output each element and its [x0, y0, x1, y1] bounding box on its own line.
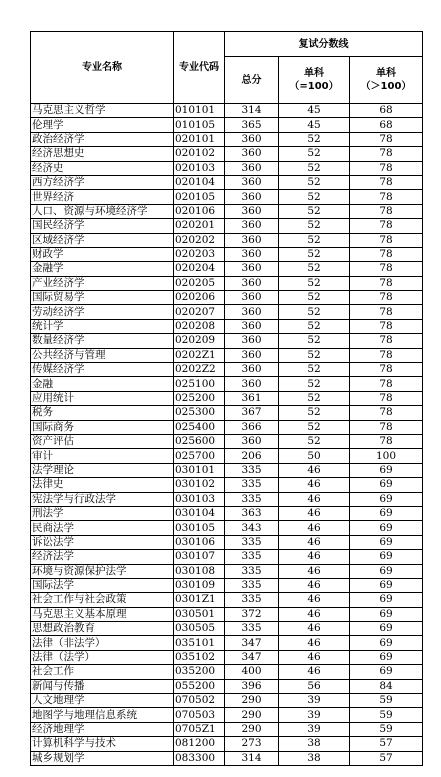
- single-gt100-cell: 69: [350, 622, 423, 636]
- single-eq100-cell: 46: [279, 578, 350, 592]
- table-row: [31, 104, 423, 118]
- table-row: [31, 233, 423, 247]
- major-name-cell: 法律（法学）: [31, 650, 174, 664]
- single-eq100-cell: 46: [279, 650, 350, 664]
- table-row: [31, 118, 423, 132]
- major-name-cell: 法律史: [31, 478, 174, 492]
- total-score-cell: 360: [225, 175, 279, 189]
- major-code-cell: 020101: [174, 132, 225, 146]
- single-eq100-cell: 38: [279, 751, 350, 765]
- total-score-cell: 335: [225, 478, 279, 492]
- major-name-cell: 经济思想史: [31, 147, 174, 161]
- major-code-cell: 030104: [174, 506, 225, 520]
- single-eq100-cell: 52: [279, 161, 350, 175]
- major-code-cell: 020202: [174, 233, 225, 247]
- header-single-gt100: [350, 57, 423, 104]
- major-name-cell: 思想政治教育: [31, 622, 174, 636]
- major-name-cell: 诉讼法学: [31, 535, 174, 549]
- major-code-cell: 0202Z2: [174, 363, 225, 377]
- header-single-gt100-text: 单科 （＞100）: [360, 68, 412, 92]
- total-score-cell: 335: [225, 550, 279, 564]
- single-gt100-cell: 57: [350, 751, 423, 765]
- major-name-cell: 国际贸易学: [31, 291, 174, 305]
- single-eq100-cell: 52: [279, 391, 350, 405]
- total-score-cell: 367: [225, 406, 279, 420]
- single-eq100-cell: 50: [279, 449, 350, 463]
- major-code-cell: 081200: [174, 737, 225, 751]
- single-eq100-cell: 52: [279, 204, 350, 218]
- total-score-cell: 335: [225, 463, 279, 477]
- major-code-cell: 030501: [174, 607, 225, 621]
- single-gt100-cell: 78: [350, 190, 423, 204]
- major-name-cell: 世界经济: [31, 190, 174, 204]
- major-code-cell: 025300: [174, 406, 225, 420]
- major-code-cell: 020206: [174, 291, 225, 305]
- major-name-cell: 新闻与传播: [31, 679, 174, 693]
- major-name-cell: 产业经济学: [31, 276, 174, 290]
- single-eq100-cell: 46: [279, 607, 350, 621]
- total-score-cell: 347: [225, 650, 279, 664]
- single-gt100-cell: 84: [350, 679, 423, 693]
- single-gt100-cell: 59: [350, 722, 423, 736]
- major-code-cell: 025100: [174, 377, 225, 391]
- total-score-cell: 290: [225, 694, 279, 708]
- single-gt100-cell: 78: [350, 305, 423, 319]
- single-gt100-cell: 78: [350, 391, 423, 405]
- major-name-cell: 刑法学: [31, 506, 174, 520]
- major-name-cell: 传媒经济学: [31, 363, 174, 377]
- table-row: [31, 334, 423, 348]
- single-eq100-cell: 52: [279, 247, 350, 261]
- single-gt100-cell: 78: [350, 348, 423, 362]
- major-code-cell: 020103: [174, 161, 225, 175]
- single-gt100-cell: 59: [350, 708, 423, 722]
- table-row: [31, 521, 423, 535]
- major-code-cell: 020201: [174, 219, 225, 233]
- total-score-cell: 360: [225, 305, 279, 319]
- major-name-cell: 城乡规划学: [31, 751, 174, 765]
- major-name-cell: 环境与资源保护法学: [31, 564, 174, 578]
- single-gt100-cell: 69: [350, 636, 423, 650]
- major-code-cell: 070502: [174, 694, 225, 708]
- table-row: [31, 319, 423, 333]
- table-row: [31, 694, 423, 708]
- total-score-cell: 335: [225, 564, 279, 578]
- table-row: [31, 535, 423, 549]
- table-row: [31, 564, 423, 578]
- single-gt100-cell: 78: [350, 132, 423, 146]
- single-eq100-cell: 46: [279, 622, 350, 636]
- total-score-cell: 360: [225, 247, 279, 261]
- major-name-cell: 宪法学与行政法学: [31, 492, 174, 506]
- single-eq100-cell: 52: [279, 219, 350, 233]
- single-gt100-cell: 78: [350, 363, 423, 377]
- single-gt100-cell: 69: [350, 492, 423, 506]
- major-code-cell: 030101: [174, 463, 225, 477]
- major-code-cell: 020104: [174, 175, 225, 189]
- total-score-cell: 360: [225, 348, 279, 362]
- table-row: [31, 147, 423, 161]
- single-gt100-cell: 69: [350, 593, 423, 607]
- single-eq100-cell: 46: [279, 506, 350, 520]
- major-code-cell: 030102: [174, 478, 225, 492]
- table-row: [31, 622, 423, 636]
- single-gt100-cell: 78: [350, 291, 423, 305]
- single-gt100-cell: 78: [350, 434, 423, 448]
- total-score-cell: 273: [225, 737, 279, 751]
- total-score-cell: 360: [225, 363, 279, 377]
- single-eq100-cell: 46: [279, 564, 350, 578]
- table-row: [31, 550, 423, 564]
- single-gt100-cell: 78: [350, 233, 423, 247]
- total-score-cell: 360: [225, 377, 279, 391]
- single-eq100-cell: 52: [279, 434, 350, 448]
- single-gt100-cell: 78: [350, 406, 423, 420]
- major-code-cell: 020204: [174, 262, 225, 276]
- single-gt100-cell: 78: [350, 161, 423, 175]
- total-score-cell: 360: [225, 291, 279, 305]
- total-score-cell: 360: [225, 262, 279, 276]
- table-row: [31, 420, 423, 434]
- major-name-cell: 西方经济学: [31, 175, 174, 189]
- single-gt100-cell: 78: [350, 147, 423, 161]
- table-row: [31, 722, 423, 736]
- total-score-cell: 290: [225, 722, 279, 736]
- single-eq100-cell: 46: [279, 550, 350, 564]
- total-score-cell: 361: [225, 391, 279, 405]
- major-name-cell: 政治经济学: [31, 132, 174, 146]
- major-name-cell: 人文地理学: [31, 694, 174, 708]
- single-eq100-cell: 52: [279, 262, 350, 276]
- table-row: [31, 190, 423, 204]
- single-eq100-cell: 46: [279, 492, 350, 506]
- major-name-cell: 经济史: [31, 161, 174, 175]
- single-eq100-cell: 45: [279, 104, 350, 118]
- single-gt100-cell: 78: [350, 175, 423, 189]
- total-score-cell: 206: [225, 449, 279, 463]
- major-name-cell: 劳动经济学: [31, 305, 174, 319]
- single-eq100-cell: 52: [279, 233, 350, 247]
- table-row: [31, 751, 423, 765]
- total-score-cell: 360: [225, 434, 279, 448]
- single-eq100-cell: 52: [279, 175, 350, 189]
- major-code-cell: 035101: [174, 636, 225, 650]
- major-code-cell: 020207: [174, 305, 225, 319]
- single-gt100-cell: 69: [350, 607, 423, 621]
- table-row: [31, 506, 423, 520]
- major-code-cell: 020209: [174, 334, 225, 348]
- major-code-cell: 025400: [174, 420, 225, 434]
- major-name-cell: 马克思主义基本原理: [31, 607, 174, 621]
- single-gt100-cell: 78: [350, 262, 423, 276]
- major-name-cell: 应用统计: [31, 391, 174, 405]
- major-code-cell: 020106: [174, 204, 225, 218]
- major-name-cell: 公共经济与管理: [31, 348, 174, 362]
- total-score-cell: 360: [225, 219, 279, 233]
- major-code-cell: 030109: [174, 578, 225, 592]
- single-eq100-cell: 52: [279, 319, 350, 333]
- table-header: [31, 32, 423, 104]
- single-eq100-cell: 38: [279, 737, 350, 751]
- single-gt100-cell: 78: [350, 319, 423, 333]
- total-score-cell: 335: [225, 593, 279, 607]
- major-code-cell: 020208: [174, 319, 225, 333]
- major-name-cell: 马克思主义哲学: [31, 104, 174, 118]
- total-score-cell: 360: [225, 161, 279, 175]
- single-eq100-cell: 46: [279, 478, 350, 492]
- total-score-cell: 360: [225, 132, 279, 146]
- major-code-cell: 030103: [174, 492, 225, 506]
- table-row: [31, 161, 423, 175]
- table-body: [31, 104, 423, 766]
- major-name-cell: 资产评估: [31, 434, 174, 448]
- score-table-container: [30, 31, 422, 766]
- major-name-cell: 经济地理学: [31, 722, 174, 736]
- single-eq100-cell: 46: [279, 665, 350, 679]
- major-name-cell: 民商法学: [31, 521, 174, 535]
- table-row: [31, 607, 423, 621]
- major-name-cell: 统计学: [31, 319, 174, 333]
- major-name-cell: 法学理论: [31, 463, 174, 477]
- single-gt100-cell: 78: [350, 377, 423, 391]
- single-gt100-cell: 69: [350, 506, 423, 520]
- table-row: [31, 291, 423, 305]
- total-score-cell: 314: [225, 104, 279, 118]
- table-row: [31, 650, 423, 664]
- total-score-cell: 360: [225, 334, 279, 348]
- table-row: [31, 492, 423, 506]
- total-score-cell: 360: [225, 319, 279, 333]
- header-single-eq100-text: 单科 （=100）: [289, 68, 339, 92]
- table-row: [31, 262, 423, 276]
- single-eq100-cell: 52: [279, 334, 350, 348]
- header-score-line: 复试分数线: [225, 32, 423, 57]
- major-code-cell: 0705Z1: [174, 722, 225, 736]
- single-eq100-cell: 52: [279, 377, 350, 391]
- total-score-cell: 360: [225, 233, 279, 247]
- table-row: [31, 247, 423, 261]
- major-code-cell: 0202Z1: [174, 348, 225, 362]
- single-eq100-cell: 56: [279, 679, 350, 693]
- single-gt100-cell: 57: [350, 737, 423, 751]
- single-gt100-cell: 69: [350, 550, 423, 564]
- single-gt100-cell: 78: [350, 420, 423, 434]
- header-single-eq100: [279, 57, 350, 104]
- table-row: [31, 363, 423, 377]
- total-score-cell: 360: [225, 190, 279, 204]
- major-code-cell: 070503: [174, 708, 225, 722]
- single-gt100-cell: 69: [350, 535, 423, 549]
- table-row: [31, 578, 423, 592]
- total-score-cell: 363: [225, 506, 279, 520]
- single-eq100-cell: 46: [279, 593, 350, 607]
- major-code-cell: 025700: [174, 449, 225, 463]
- single-eq100-cell: 46: [279, 535, 350, 549]
- single-eq100-cell: 45: [279, 118, 350, 132]
- major-code-cell: 020205: [174, 276, 225, 290]
- single-eq100-cell: 52: [279, 190, 350, 204]
- total-score-cell: 290: [225, 708, 279, 722]
- major-name-cell: 计算机科学与技术: [31, 737, 174, 751]
- table-row: [31, 305, 423, 319]
- single-gt100-cell: 78: [350, 219, 423, 233]
- table-row: [31, 679, 423, 693]
- major-code-cell: 020102: [174, 147, 225, 161]
- single-gt100-cell: 69: [350, 521, 423, 535]
- table-row: [31, 175, 423, 189]
- major-name-cell: 国际商务: [31, 420, 174, 434]
- major-name-cell: 金融学: [31, 262, 174, 276]
- total-score-cell: 400: [225, 665, 279, 679]
- major-code-cell: 055200: [174, 679, 225, 693]
- table-row: [31, 593, 423, 607]
- header-major-code: 专业代码: [174, 32, 225, 104]
- major-code-cell: 0301Z1: [174, 593, 225, 607]
- table-row: [31, 348, 423, 362]
- major-code-cell: 020203: [174, 247, 225, 261]
- major-code-cell: 010105: [174, 118, 225, 132]
- table-row: [31, 406, 423, 420]
- single-gt100-cell: 100: [350, 449, 423, 463]
- single-gt100-cell: 78: [350, 276, 423, 290]
- major-name-cell: 人口、资源与环境经济学: [31, 204, 174, 218]
- major-code-cell: 030505: [174, 622, 225, 636]
- single-gt100-cell: 69: [350, 478, 423, 492]
- table-row: [31, 463, 423, 477]
- major-code-cell: 035102: [174, 650, 225, 664]
- total-score-cell: 335: [225, 578, 279, 592]
- single-gt100-cell: 69: [350, 665, 423, 679]
- table-row: [31, 449, 423, 463]
- single-gt100-cell: 69: [350, 650, 423, 664]
- table-row: [31, 434, 423, 448]
- single-gt100-cell: 59: [350, 694, 423, 708]
- single-gt100-cell: 78: [350, 247, 423, 261]
- single-gt100-cell: 78: [350, 334, 423, 348]
- table-row: [31, 276, 423, 290]
- total-score-cell: 360: [225, 276, 279, 290]
- single-eq100-cell: 46: [279, 636, 350, 650]
- single-gt100-cell: 69: [350, 463, 423, 477]
- major-code-cell: 020105: [174, 190, 225, 204]
- single-gt100-cell: 78: [350, 204, 423, 218]
- total-score-cell: 335: [225, 622, 279, 636]
- single-eq100-cell: 52: [279, 420, 350, 434]
- single-eq100-cell: 52: [279, 406, 350, 420]
- header-major-name: 专业名称: [31, 32, 174, 104]
- single-eq100-cell: 52: [279, 363, 350, 377]
- table-row: [31, 132, 423, 146]
- major-name-cell: 金融: [31, 377, 174, 391]
- single-eq100-cell: 52: [279, 132, 350, 146]
- major-name-cell: 经济法学: [31, 550, 174, 564]
- major-name-cell: 国际法学: [31, 578, 174, 592]
- major-code-cell: 035200: [174, 665, 225, 679]
- total-score-cell: 396: [225, 679, 279, 693]
- major-name-cell: 国民经济学: [31, 219, 174, 233]
- total-score-cell: 366: [225, 420, 279, 434]
- total-score-cell: 360: [225, 147, 279, 161]
- retest-score-table: [30, 31, 423, 766]
- major-name-cell: 审计: [31, 449, 174, 463]
- total-score-cell: 360: [225, 204, 279, 218]
- single-eq100-cell: 39: [279, 694, 350, 708]
- table-row: [31, 377, 423, 391]
- table-row: [31, 737, 423, 751]
- table-row: [31, 665, 423, 679]
- table-row: [31, 636, 423, 650]
- single-gt100-cell: 69: [350, 564, 423, 578]
- header-total: 总分: [225, 57, 279, 104]
- single-gt100-cell: 68: [350, 118, 423, 132]
- major-code-cell: 010101: [174, 104, 225, 118]
- total-score-cell: 365: [225, 118, 279, 132]
- major-name-cell: 区域经济学: [31, 233, 174, 247]
- table-row: [31, 391, 423, 405]
- single-eq100-cell: 39: [279, 722, 350, 736]
- single-gt100-cell: 69: [350, 578, 423, 592]
- total-score-cell: 347: [225, 636, 279, 650]
- total-score-cell: 343: [225, 521, 279, 535]
- major-code-cell: 025200: [174, 391, 225, 405]
- major-code-cell: 030108: [174, 564, 225, 578]
- major-name-cell: 社会工作与社会政策: [31, 593, 174, 607]
- major-name-cell: 税务: [31, 406, 174, 420]
- major-name-cell: 法律（非法学）: [31, 636, 174, 650]
- table-row: [31, 204, 423, 218]
- major-name-cell: 财政学: [31, 247, 174, 261]
- single-eq100-cell: 52: [279, 291, 350, 305]
- single-eq100-cell: 52: [279, 305, 350, 319]
- table-row: [31, 219, 423, 233]
- major-code-cell: 030105: [174, 521, 225, 535]
- total-score-cell: 314: [225, 751, 279, 765]
- major-name-cell: 地图学与地理信息系统: [31, 708, 174, 722]
- major-name-cell: 数量经济学: [31, 334, 174, 348]
- single-eq100-cell: 52: [279, 147, 350, 161]
- single-eq100-cell: 46: [279, 463, 350, 477]
- single-eq100-cell: 52: [279, 276, 350, 290]
- major-code-cell: 030107: [174, 550, 225, 564]
- total-score-cell: 335: [225, 492, 279, 506]
- table-row: [31, 708, 423, 722]
- single-eq100-cell: 52: [279, 348, 350, 362]
- single-eq100-cell: 46: [279, 521, 350, 535]
- major-code-cell: 083300: [174, 751, 225, 765]
- major-code-cell: 025600: [174, 434, 225, 448]
- major-name-cell: 伦理学: [31, 118, 174, 132]
- total-score-cell: 372: [225, 607, 279, 621]
- major-code-cell: 030106: [174, 535, 225, 549]
- single-gt100-cell: 68: [350, 104, 423, 118]
- table-row: [31, 478, 423, 492]
- single-eq100-cell: 39: [279, 708, 350, 722]
- total-score-cell: 335: [225, 535, 279, 549]
- major-name-cell: 社会工作: [31, 665, 174, 679]
